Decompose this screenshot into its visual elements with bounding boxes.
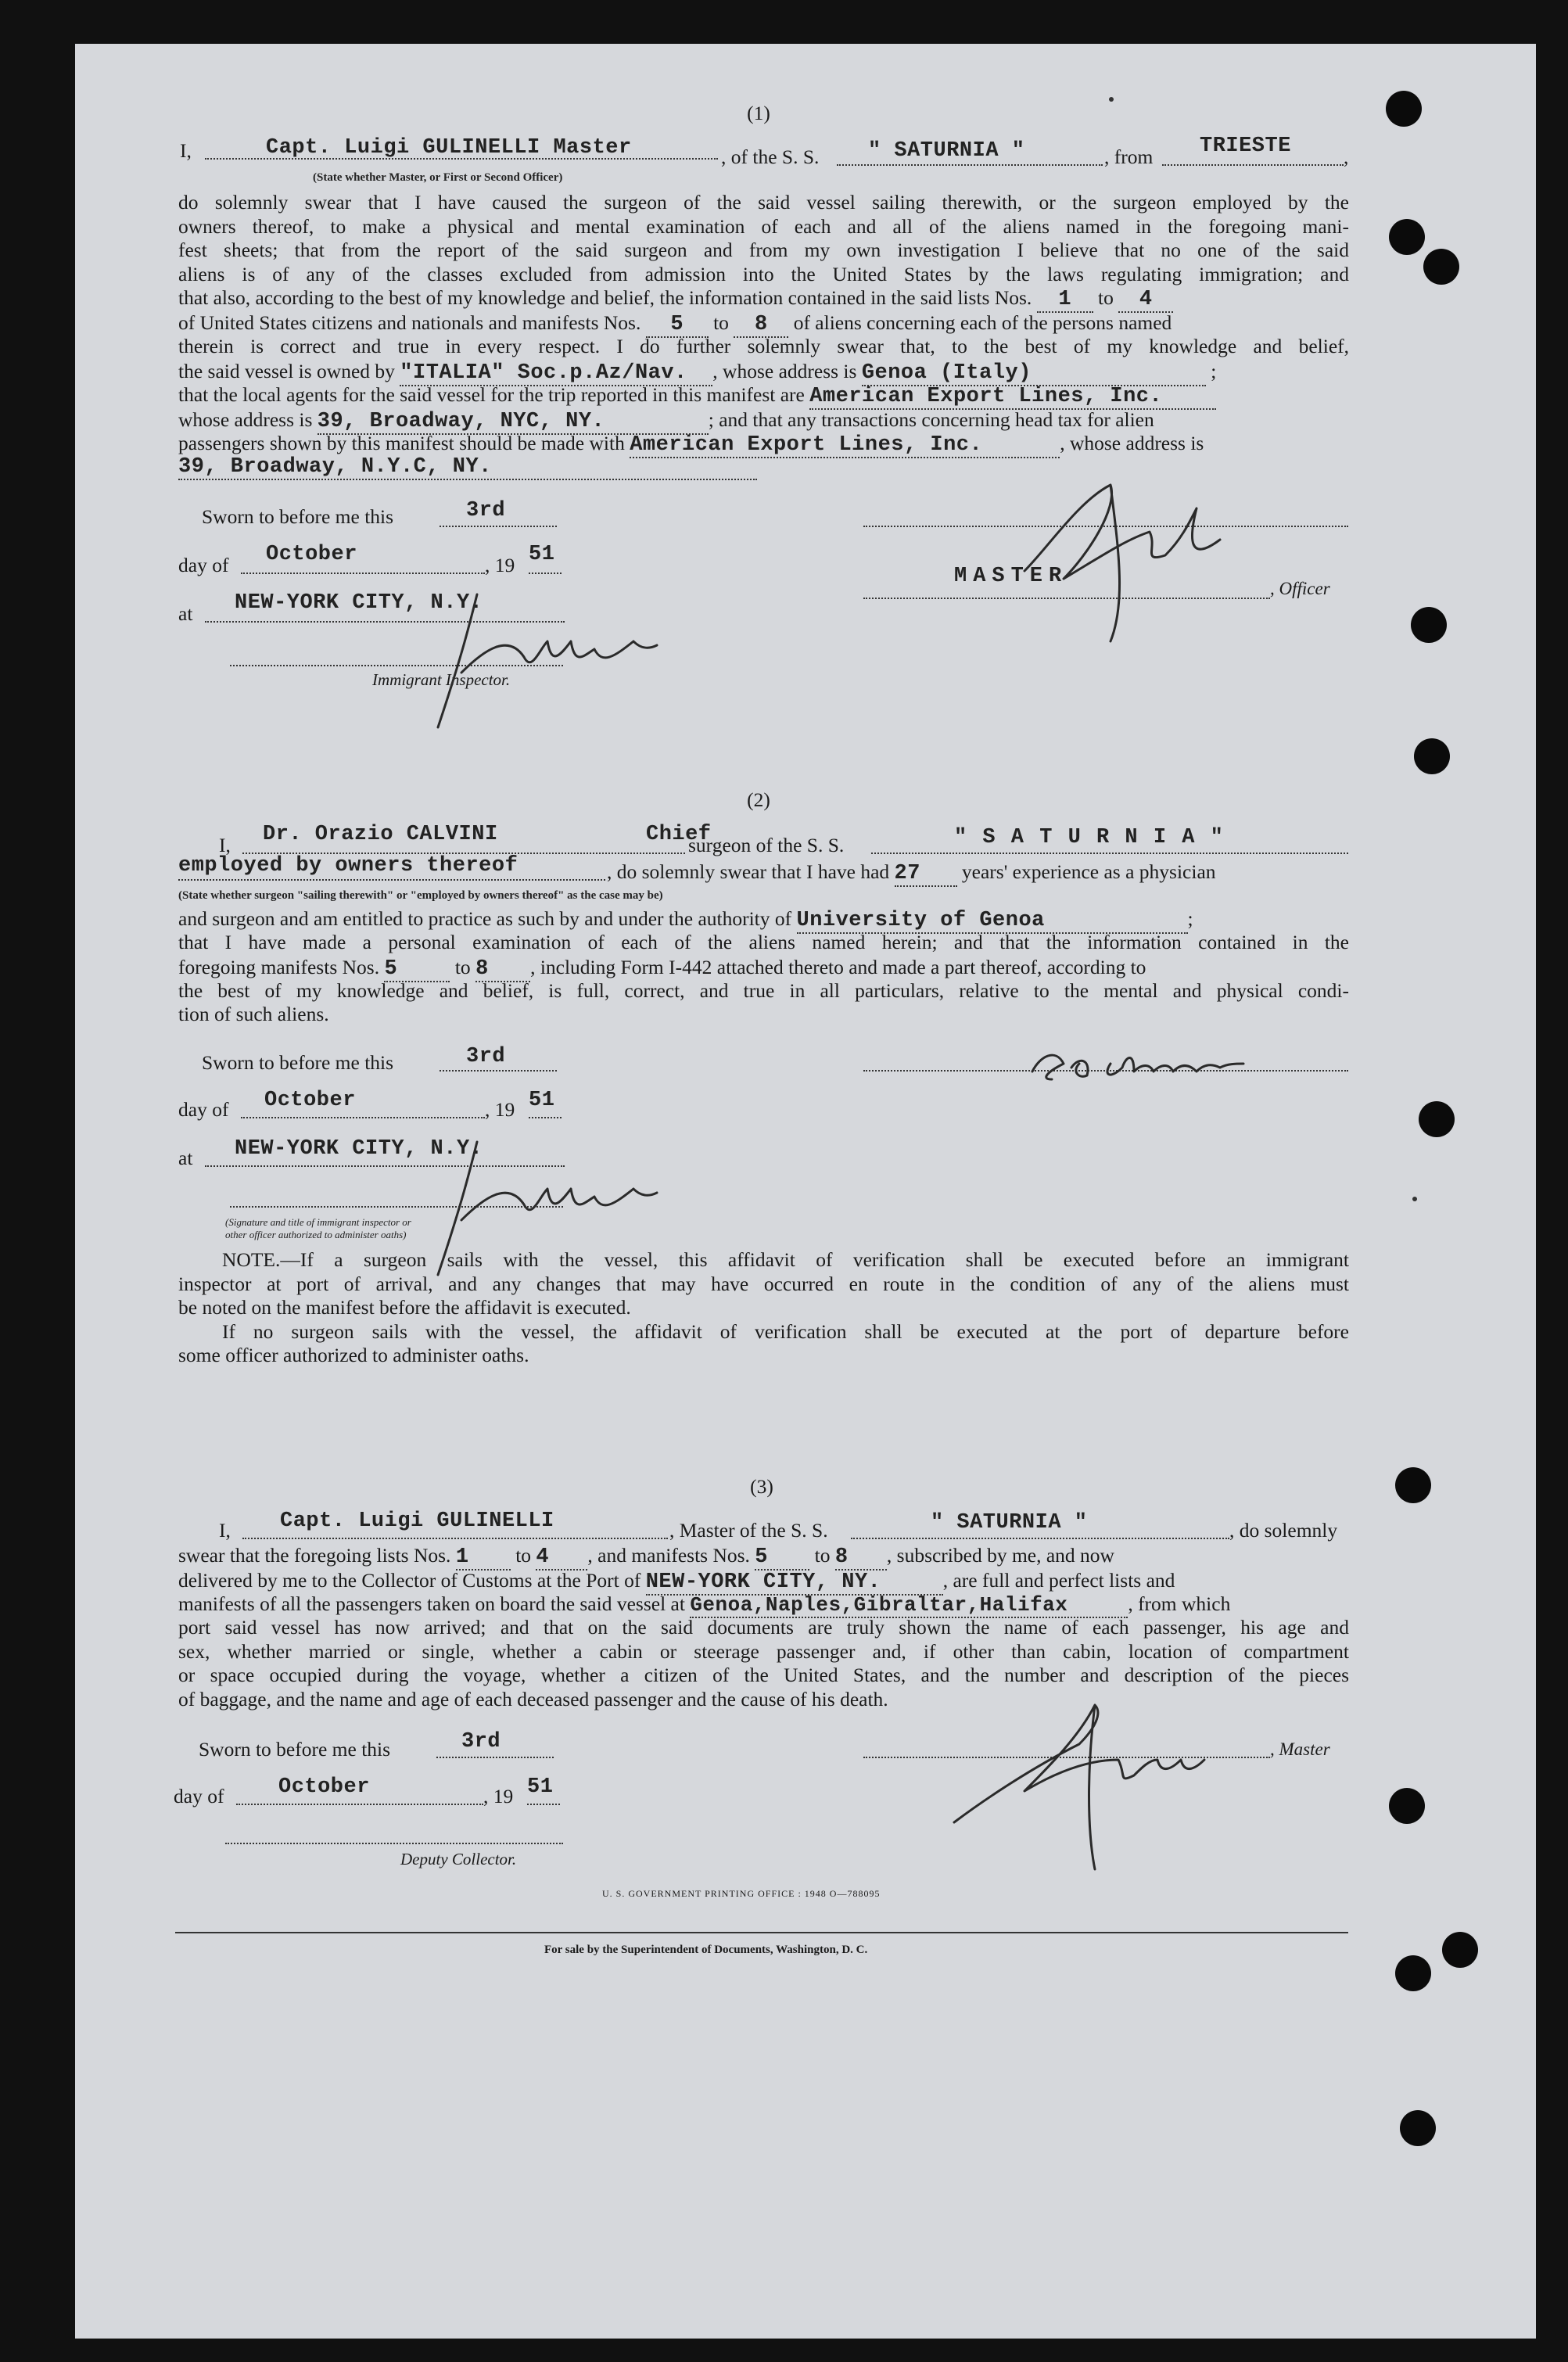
s1-line11: passengers shown by this manifest should be made with American Export Lines, Inc. , whose address is	[178, 432, 1204, 457]
s1-inspector-label: Immigrant Inspector.	[372, 670, 511, 689]
inspector-signature-1	[422, 579, 673, 735]
footer-rule	[175, 1932, 1348, 1933]
s3-line3: delivered by me to the Collector of Customs at the Port of NEW-YORK CITY, NY. , are full and perfect lists and	[178, 1569, 1175, 1594]
s2-sig-note-1: (Signature and title of immigrant inspector or	[225, 1216, 411, 1228]
s1-place: NEW-YORK CITY, N.Y.	[235, 591, 483, 615]
punch-hole	[1395, 1467, 1431, 1503]
section-3-number: (3)	[750, 1475, 773, 1498]
s3-lists-to: 4	[536, 1545, 587, 1570]
s1-sworn: Sworn to before me this	[202, 505, 394, 528]
s1-line: aliens is of any of the classes excluded from admission into the United States by the laws regulating immigration; and	[178, 262, 1349, 285]
s2-manifest-to: 8	[475, 957, 530, 982]
master-signature-1	[993, 454, 1259, 649]
s1-month: October	[266, 543, 357, 566]
s2-state-note: (State whether surgeon "sailing therewith" or "employed by owners thereof" as the case may be)	[178, 889, 663, 902]
s1-manifest-from: 5	[646, 313, 709, 338]
punch-hole	[1419, 1101, 1455, 1137]
s3-master-of: , Master of the S. S.	[669, 1519, 828, 1542]
s1-line12	[178, 454, 757, 480]
s1-year-prefix: , 19	[485, 554, 515, 576]
s2-years: 27	[895, 862, 957, 887]
s1-from: , from	[1104, 145, 1154, 168]
punch-hole	[1389, 1788, 1425, 1824]
s2-dayof: day of	[178, 1098, 229, 1121]
s2-authority: University of Genoa	[797, 909, 1188, 934]
s2-line7: tion of such aliens.	[178, 1003, 329, 1025]
s2-year-prefix: , 19	[485, 1098, 515, 1121]
s1-line: fest sheets; that from the report of the said surgeon and from my own investigation I believe that no one of the said	[178, 239, 1349, 261]
s1-line8: the said vessel is owned by "ITALIA" Soc.p.Az/Nav. , whose address is Genoa (Italy) ;	[178, 360, 1217, 385]
punch-hole	[1442, 1932, 1478, 1968]
s2-surgeon-of: surgeon of the S. S.	[688, 834, 845, 856]
sale-notice: For sale by the Superintendent of Documents, Washington, D. C.	[544, 1944, 868, 1956]
s3-year-prefix: , 19	[483, 1785, 514, 1807]
s1-line7: therein is correct and true in every respect. I do further solemnly swear that, to the best of my knowledge and belief,	[178, 335, 1349, 357]
s1-line5: that also, according to the best of my knowledge and belief, the information contained in the said lists Nos. 1 to 4	[178, 286, 1173, 313]
s2-year: 51	[529, 1089, 555, 1112]
s3-dayof: day of	[174, 1785, 224, 1807]
s1-master-name: Capt. Luigi GULINELLI Master	[266, 136, 632, 160]
s3-line: sex, whether married or single, whether a cabin or steerage passenger and, if other than cabin, location of compartment	[178, 1639, 1349, 1663]
s3-line2: swear that the foregoing lists Nos. 1 to 4 , and manifests Nos. 5 to 8 , subscribed by me, and now	[178, 1544, 1114, 1569]
s1-line6: of United States citizens and nationals and manifests Nos. 5 to 8 of aliens concerning each of the persons named	[178, 311, 1172, 336]
s3-sworn: Sworn to before me this	[199, 1738, 391, 1761]
s1-owner-address: Genoa (Italy)	[862, 361, 1206, 386]
s3-deputy-label: Deputy Collector.	[400, 1850, 517, 1868]
s2-note	[178, 1248, 1349, 1368]
s1-paragraph	[178, 191, 1349, 286]
s3-ship-name: " SATURNIA "	[931, 1511, 1088, 1535]
s2-note-line: inspector at port of arrival, and any changes that may have occurred en route in the condition of any of the aliens must	[178, 1272, 1349, 1295]
s2-sworn: Sworn to before me this	[202, 1051, 394, 1074]
s3-port: NEW-YORK CITY, NY.	[646, 1570, 943, 1596]
s1-tax-address: 39, Broadway, N.Y.C, NY.	[178, 455, 757, 480]
s2-month: October	[264, 1089, 356, 1112]
s2-line3: and surgeon and am entitled to practice as such by and under the authority of University of Genoa ;	[178, 907, 1193, 932]
s1-line: owners thereof, to make a physical and mental examination of each and all of the aliens named in the foregoing mani-	[178, 214, 1349, 238]
surgeon-signature	[1017, 1032, 1267, 1095]
s2-i: I,	[219, 834, 231, 856]
s1-tax-party: American Export Lines, Inc.	[630, 433, 1060, 458]
s3-line: or space occupied during the voyage, whether a citizen of the United States, and the number and description of the pieces	[178, 1664, 1349, 1686]
s1-state-note: (State whether Master, or First or Second Officer)	[313, 171, 563, 184]
s1-agents: American Export Lines, Inc.	[809, 385, 1216, 410]
s1-lists-from: 1	[1037, 288, 1093, 313]
s2-note-line: be noted on the manifest before the affidavit is executed.	[178, 1296, 631, 1319]
s3-day: 3rd	[461, 1730, 501, 1754]
master-signature-3	[938, 1674, 1267, 1877]
s3-ports: Genoa,Naples,Gibraltar,Halifax	[690, 1593, 1128, 1618]
punch-hole	[1411, 607, 1447, 643]
s2-ship-name: " S A T U R N I A "	[954, 826, 1225, 849]
s2-chief: Chief	[646, 823, 712, 846]
speck	[1412, 1197, 1417, 1201]
s1-manifest-to: 8	[734, 313, 788, 338]
s1-day: 3rd	[466, 499, 506, 522]
punch-hole	[1414, 738, 1450, 774]
s3-master-label: , Master	[1270, 1739, 1330, 1759]
s2-note-line: If no surgeon sails with the vessel, the affidavit of verification shall be executed at the port of departure before	[222, 1319, 1349, 1343]
s1-lists-to: 4	[1118, 288, 1173, 313]
s2-surgeon-name: Dr. Orazio CALVINI	[263, 823, 498, 846]
s1-of-ss: , of the S. S.	[721, 145, 820, 168]
speck	[1109, 97, 1114, 102]
s1-line: do solemnly swear that I have caused the surgeon of the said vessel sailing therewith, or the surgeon employed by the	[178, 191, 1349, 214]
s2-note-line: some officer authorized to administer oaths.	[178, 1344, 529, 1366]
s1-owner: "ITALIA" Soc.p.Az/Nav.	[400, 361, 712, 386]
s3-i: I,	[219, 1519, 231, 1542]
s1-i: I,	[180, 139, 192, 162]
s3-month: October	[278, 1775, 370, 1799]
s3-line4: manifests of all the passengers taken on board the said vessel at Genoa,Naples,Gibraltar,Halifax , from which	[178, 1592, 1231, 1617]
s1-line10: whose address is 39, Broadway, NYC, NY. ; and that any transactions concerning head tax for alien	[178, 408, 1154, 433]
s2-line5: foregoing manifests Nos. 5 to 8 , including Form I-442 attached thereto and made a part thereof, according to	[178, 956, 1146, 981]
s2-day: 3rd	[466, 1045, 506, 1068]
s3-do-solemnly: , do solemnly	[1229, 1519, 1338, 1542]
gpo-imprint: U. S. GOVERNMENT PRINTING OFFICE : 1948 O—788095	[602, 1888, 881, 1899]
s2-place: NEW-YORK CITY, N.Y.	[235, 1137, 483, 1161]
s2-manifest-from: 5	[384, 957, 450, 982]
s3-master-name: Capt. Luigi GULINELLI	[280, 1509, 554, 1533]
s2-line4: that I have made a personal examination of each of the aliens named herein; and that the information contained in the	[178, 931, 1349, 953]
s1-ship-name: " SATURNIA "	[868, 139, 1025, 163]
s1-from-port: TRIESTE	[1200, 135, 1291, 158]
punch-hole	[1389, 219, 1425, 255]
s2-line2: , do solemnly swear that I have had 27 years' experience as a physician	[607, 860, 1216, 885]
s1-officer-label: , Officer	[1270, 579, 1330, 598]
s3-line: of baggage, and the name and age of each deceased passenger and the cause of his death.	[178, 1687, 888, 1710]
punch-hole	[1386, 91, 1422, 127]
punch-hole	[1400, 2110, 1436, 2146]
s3-manifest-from: 5	[755, 1545, 809, 1570]
punch-hole	[1395, 1955, 1431, 1991]
s1-officer-title: MASTER	[954, 565, 1068, 588]
s2-at: at	[178, 1147, 193, 1169]
s1-dayof: day of	[178, 554, 229, 576]
section-1-number: (1)	[747, 102, 770, 124]
s1-at: at	[178, 602, 193, 625]
s3-lists-from: 1	[456, 1545, 511, 1570]
s3-line: port said vessel has now arrived; and that on the said documents are truly shown the name of each passenger, his age and	[178, 1616, 1349, 1639]
s2-employed: employed by owners thereof	[178, 854, 518, 878]
s1-agents-address: 39, Broadway, NYC, NY.	[318, 410, 709, 435]
punch-hole	[1423, 249, 1459, 285]
s1-line9: that the local agents for the said vessel for the trip reported in this manifest are American Export Lines, Inc.	[178, 383, 1216, 410]
section-2-number: (2)	[747, 788, 770, 811]
s3-year: 51	[527, 1775, 554, 1799]
s2-note-line: NOTE.—If a surgeon sails with the vessel, this affidavit of verification shall be executed before an immigrant	[222, 1248, 1349, 1271]
s2-line6: the best of my knowledge and belief, is full, correct, and true in all particulars, relative to the mental and physical condi-	[178, 979, 1349, 1002]
s3-manifest-to: 8	[835, 1545, 887, 1570]
s2-sig-note-2: other officer authorized to administer oaths)	[225, 1229, 407, 1240]
s1-year: 51	[529, 543, 555, 566]
